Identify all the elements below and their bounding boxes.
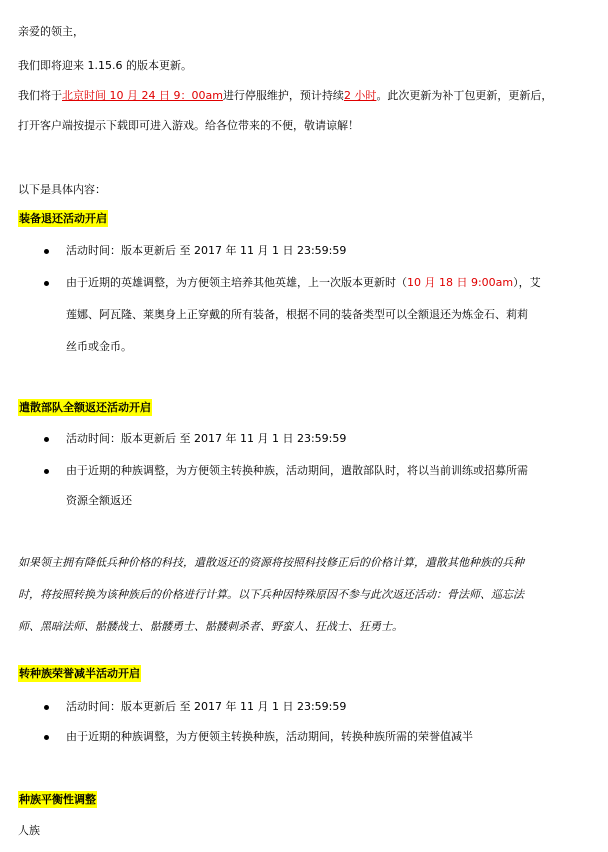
greeting: 亲爱的领主， (18, 25, 84, 38)
bullet-text-line: 丝币或金币。 (66, 340, 132, 353)
bullet-dot (44, 437, 49, 442)
bullet-dot (44, 249, 49, 254)
maintenance-line-2: 打开客户端按提示下载即可进入游戏。给各位带来的不便，敬请谅解！ (18, 119, 359, 132)
maintenance-pre: 我们将于 (18, 89, 62, 102)
bullet-text-line: 资源全额返还 (66, 494, 132, 507)
previous-update-time: 10 月 18 日 9:00am (407, 276, 514, 289)
bullet-text-line (66, 275, 541, 291)
section-title-race-balance (18, 792, 97, 808)
maintenance-time: 北京时间 10 月 24 日 9：00am (62, 89, 223, 102)
section-title-equipment-refund (18, 211, 108, 227)
note-line: 师、黑暗法师、骷髅战士、骷髅勇士、骷髅刺杀者、野蛮人、狂战士、狂勇士。 (18, 620, 403, 633)
update-line: 我们即将迎来 1.15.6 的版本更新。 (18, 59, 192, 72)
bullet-dot (44, 281, 49, 286)
event-time: 活动时间：版本更新后 至 2017 年 11 月 1 日 23:59:59 (66, 432, 347, 445)
bullet-dot (44, 705, 49, 710)
maintenance-post: 。此次更新为补丁包更新，更新后， (376, 89, 553, 102)
race-subheading: 人族 (18, 824, 40, 837)
maintenance-duration: 2 小时 (343, 89, 377, 102)
bullet-text-line: 由于近期的种族调整，为方便领主转换种族，活动期间，转换种族所需的荣誉值减半 (66, 730, 473, 743)
section-title-disband-refund (18, 400, 152, 416)
section-title-text: 遣散部队全额返还活动开启 (19, 401, 151, 414)
details-heading: 以下是具体内容： (18, 183, 106, 196)
bullet-text-pre: 由于近期的英雄调整，为方便领主培养其他英雄，上一次版本更新时（ (66, 276, 407, 289)
bullet-dot (44, 735, 49, 740)
maintenance-mid: 进行停服维护，预计持续 (222, 89, 344, 102)
bullet-text-post: ），艾 (513, 276, 541, 289)
section-title-text: 种族平衡性调整 (19, 793, 96, 806)
note-line: 如果领主拥有降低兵种价格的科技，遣散返还的资源将按照科技修正后的价格计算，遣散其他种族的兵种 (18, 556, 524, 569)
section-title-honor-half (18, 666, 141, 682)
event-time: 活动时间：版本更新后 至 2017 年 11 月 1 日 23:59:59 (66, 700, 347, 713)
bullet-text-line: 莲娜、阿瓦隆、莱奥身上正穿戴的所有装备，根据不同的装备类型可以全额退还为炼金石、莉莉 (66, 308, 528, 321)
bullet-text-line: 由于近期的种族调整，为方便领主转换种族，活动期间，遣散部队时，将以当前训练或招募所需 (66, 464, 528, 477)
event-time: 活动时间：版本更新后 至 2017 年 11 月 1 日 23:59:59 (66, 244, 347, 257)
section-title-text: 装备退还活动开启 (19, 212, 107, 225)
note-line: 时，将按照转换为该种族后的价格进行计算。以下兵种因特殊原因不参与此次返还活动：骨法师、巡忘法 (18, 588, 524, 601)
section-title-text: 转种族荣誉减半活动开启 (19, 667, 140, 680)
bullet-dot (44, 469, 49, 474)
maintenance-line (18, 88, 552, 104)
